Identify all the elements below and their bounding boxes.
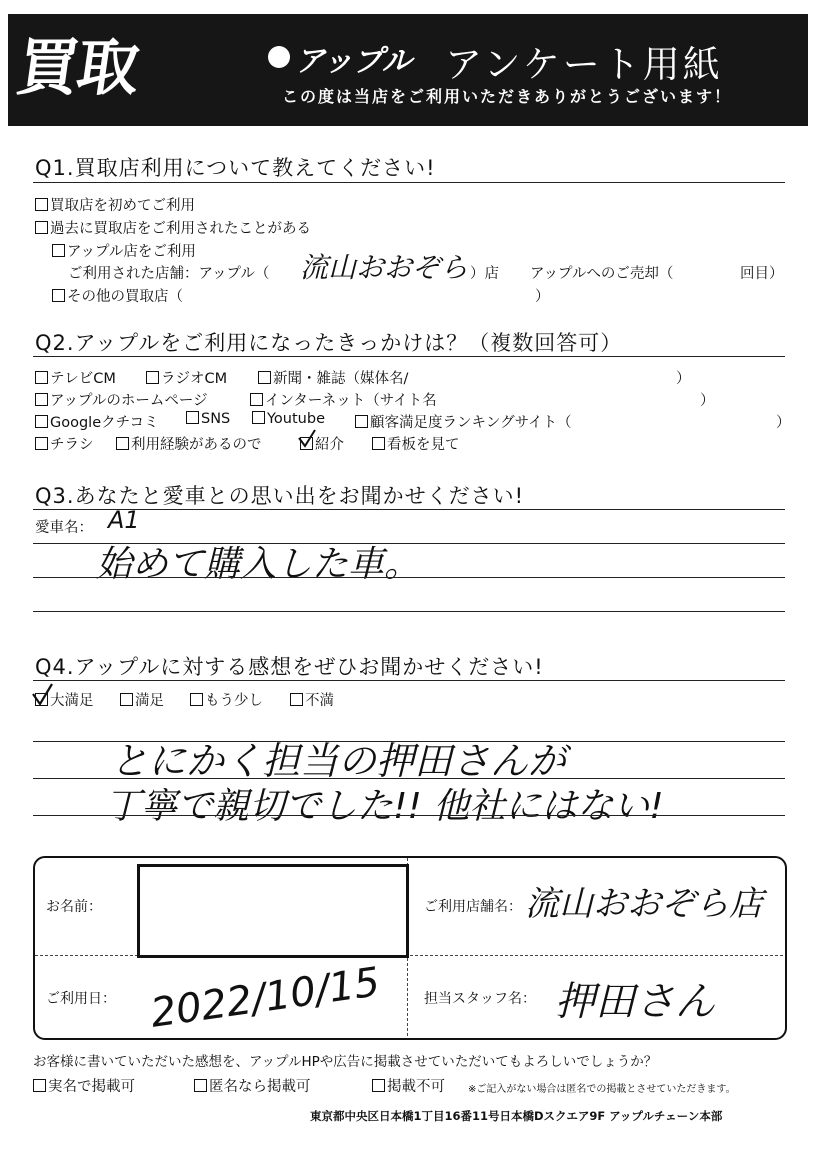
checkbox[interactable] [35, 415, 48, 428]
checkbox[interactable] [120, 693, 133, 706]
checkbox[interactable] [355, 415, 368, 428]
q2-ranking[interactable]: 顧客満足度ランキングサイト（ [355, 411, 572, 432]
brand-logo: アップル [295, 44, 412, 79]
staff-handwritten: 押田さん [555, 979, 715, 1025]
q4-title: Q4.アップルに対する感想をぜひお聞かせください! [35, 655, 544, 679]
q2-flyer[interactable]: チラシ [35, 433, 94, 454]
divider [33, 680, 785, 681]
checkbox[interactable] [146, 371, 159, 384]
q1-option-first[interactable]: 買取店を初めてご利用 [35, 194, 195, 215]
q2-homepage[interactable]: アップルのホームページ [35, 389, 208, 410]
memory-handwritten: 始めて購入した車。 [96, 544, 421, 585]
check-mark-icon [30, 682, 54, 708]
checkbox[interactable] [35, 371, 48, 384]
q2-title: Q2.アップルをご利用になったきっかけは？（複数回答可） [35, 331, 623, 355]
checkbox[interactable] [194, 1079, 207, 1092]
store-handwritten: 流山おおぞら [300, 251, 469, 284]
page-subtitle: この度は当店をご利用いただきありがとうございます！ [282, 87, 733, 106]
checkbox[interactable] [258, 371, 271, 384]
checkbox[interactable] [372, 1079, 385, 1092]
checkbox[interactable] [35, 437, 48, 450]
checkbox[interactable] [186, 411, 199, 424]
checkbox[interactable] [35, 221, 48, 234]
checkbox[interactable] [33, 1079, 46, 1092]
close-paren: ） [776, 415, 791, 431]
q1-option-past[interactable]: 過去に買取店をご利用されたことがある [35, 217, 311, 238]
q2-tvcm[interactable]: テレビCM [35, 367, 116, 388]
q1-title: Q1.買取店利用について教えてください! [35, 156, 436, 180]
comment-handwritten-1: とにかく担当の押田さんが [110, 739, 567, 783]
store-label: ご利用された店舗：アップル（ [68, 266, 270, 282]
checkbox[interactable] [372, 437, 385, 450]
q4-fair[interactable]: もう少し [190, 689, 263, 710]
q4-unsatisfied[interactable]: 不満 [290, 689, 334, 710]
q2-experience[interactable]: 利用経験があるので [116, 433, 262, 454]
checkbox[interactable] [116, 437, 129, 450]
q2-newspaper[interactable]: 新聞・雑誌（媒体名/ [258, 367, 408, 388]
checkbox[interactable] [52, 244, 65, 257]
consent-no-publish[interactable]: 掲載不可 [372, 1075, 445, 1096]
car-label: 愛車名： [35, 520, 93, 536]
date-handwritten: 2022/10/15 [147, 959, 383, 1037]
q4-very-satisfied[interactable]: 大満足 [35, 689, 94, 710]
write-line [33, 611, 785, 612]
check-mark-icon [296, 428, 318, 450]
consent-note: ※ご記入がない場合は匿名での掲載とさせていただきます。 [468, 1084, 736, 1095]
q2-youtube[interactable]: Youtube [252, 411, 325, 427]
footer-address: 東京都中央区日本橋1丁目16番11号日本橋Dスクエア9F アップルチェーン本部 [310, 1109, 723, 1123]
divider [33, 182, 785, 183]
q2-google[interactable]: Googleクチコミ [35, 411, 159, 432]
q2-signboard[interactable]: 看板を見て [372, 433, 460, 454]
write-line [33, 577, 785, 578]
checkbox[interactable] [190, 693, 203, 706]
checkbox[interactable] [250, 393, 263, 406]
checkbox[interactable] [35, 393, 48, 406]
close-paren: ） [676, 371, 691, 387]
q2-internet[interactable]: インターネット（サイト名 [250, 389, 437, 410]
q4-satisfied[interactable]: 満足 [120, 689, 164, 710]
name-field-redacted[interactable] [137, 864, 409, 958]
consent-real-name[interactable]: 実名で掲載可 [33, 1075, 135, 1096]
consent-anonymous[interactable]: 匿名なら掲載可 [194, 1075, 311, 1096]
checkbox[interactable] [52, 289, 65, 302]
q1-option-apple[interactable]: アップル店をご利用 [52, 240, 196, 261]
q2-sns[interactable]: SNS [186, 411, 230, 427]
write-line [33, 815, 785, 816]
other-close: ） [535, 289, 550, 305]
kaitori-logo: 買取 [12, 31, 143, 104]
checkbox[interactable] [35, 198, 48, 211]
close-paren: ） [700, 393, 715, 409]
checkbox[interactable] [252, 411, 265, 424]
q2-radiocm[interactable]: ラジオCM [146, 367, 227, 388]
page-title: アンケート用紙 [445, 43, 723, 86]
staff-label: 担当スタッフ名： [424, 991, 536, 1007]
store-name-handwritten: 流山おおぞら店 [525, 884, 763, 924]
sale-label: アップルへのご売却（ [530, 266, 674, 282]
store-suffix: ）店 [470, 266, 499, 282]
divider [33, 356, 785, 357]
consent-question: お客様に書いていただいた感想を、アップルHPや広告に掲載させていただいてもよろしいでしょうか？ [33, 1054, 658, 1070]
sale-suffix: 回目） [740, 266, 784, 282]
name-label: お名前： [46, 899, 102, 915]
store-name-label: ご利用店舗名： [424, 899, 522, 915]
checkbox[interactable] [290, 693, 303, 706]
q1-option-other[interactable]: その他の買取店（ [52, 285, 183, 306]
brand-badge-icon [268, 46, 290, 68]
date-label: ご利用日： [46, 991, 116, 1007]
car-handwritten: A1 [108, 506, 140, 534]
q2-referral[interactable]: 紹介 [300, 433, 344, 454]
q3-title: Q3.あなたと愛車との思い出をお聞かせください! [35, 484, 524, 508]
divider [33, 509, 785, 510]
comment-handwritten-2: 丁寧で親切でした!! 他社にはない! [105, 786, 664, 827]
